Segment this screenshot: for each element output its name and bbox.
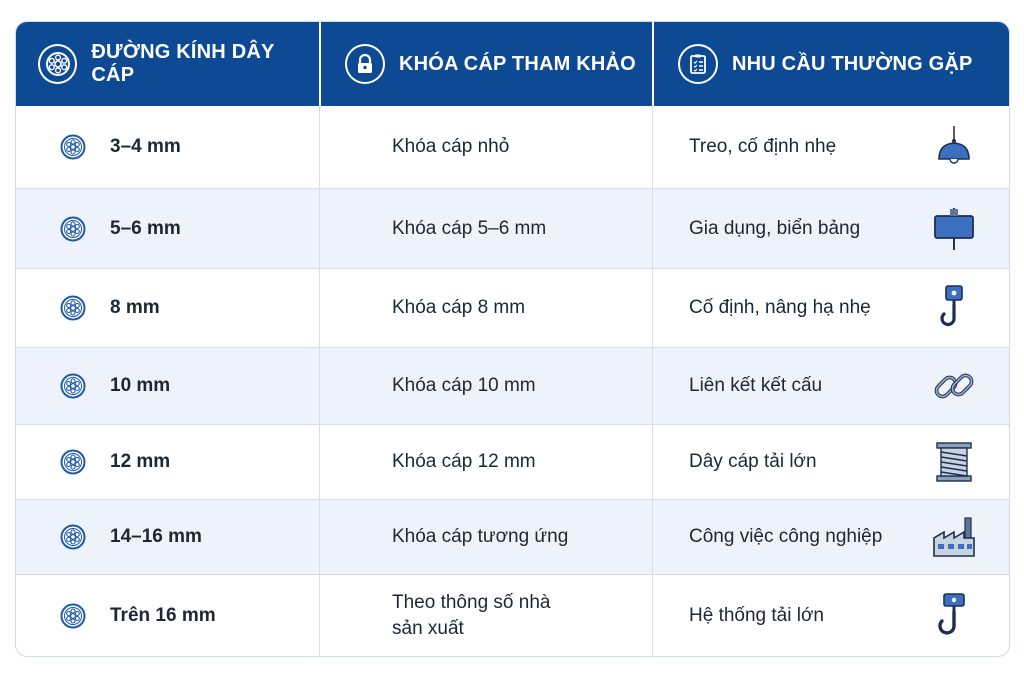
need-value: Hệ thống tải lớn [689,604,824,626]
need-value: Liên kết kết cấu [689,375,823,396]
cable-icon [60,524,86,550]
lock-value: Khóa cáp tương ứng [392,526,569,547]
diameter-value: 14–16 mm [110,526,202,547]
need-value: Dây cáp tải lớn [689,451,817,472]
need-value: Công việc công nghiệp [689,526,883,547]
diameter-value: 8 mm [110,297,160,318]
table-row [16,424,1009,499]
diameter-value: 10 mm [110,375,171,396]
crane-hook-icon [931,593,977,639]
need-value: Gia dụng, biển bảng [689,217,861,239]
header-diameter [16,22,319,106]
diameter-cell [16,425,319,499]
signboard-icon [931,206,977,252]
lock-icon [345,44,385,84]
need-cell [652,500,1009,574]
cable-icon [60,295,86,321]
lock-value: Khóa cáp 10 mm [392,375,536,396]
lock-cell [319,269,652,347]
header-lock-label: KHÓA CÁP THAM KHẢO [399,52,636,75]
diameter-cell [16,106,319,188]
need-cell [652,189,1009,268]
need-value: Cố định, nâng hạ nhẹ [689,297,871,318]
cable-icon [60,449,86,475]
table-row [16,268,1009,347]
lock-cell [319,425,652,499]
clipboard-icon [678,44,718,84]
need-cell [652,348,1009,424]
diameter-value: Trên 16 mm [110,604,216,626]
table-row [16,347,1009,424]
need-cell [652,575,1009,656]
lock-value-line2: sản xuất [392,617,464,639]
lock-value: Khóa cáp 12 mm [392,451,536,472]
lock-cell [319,189,652,268]
cable-spool-icon [931,439,977,485]
table-header [16,22,1009,106]
header-diameter-label: ĐƯỜNG KÍNH DÂY CÁP [91,41,275,86]
factory-icon [931,514,977,560]
chain-link-icon [931,363,977,409]
table-row [16,106,1009,188]
table-row [16,574,1009,656]
hook-icon [931,285,977,331]
table-row [16,499,1009,574]
diameter-value: 3–4 mm [110,136,181,157]
lock-cell [319,106,652,188]
cable-icon [60,373,86,399]
lock-cell [319,575,652,656]
cable-icon [60,134,86,160]
need-cell [652,425,1009,499]
diameter-cell [16,348,319,424]
header-lock [319,22,652,106]
cable-icon [38,44,77,84]
need-cell [652,106,1009,188]
diameter-cell [16,500,319,574]
lock-value: Khóa cáp nhỏ [392,136,510,157]
diameter-cell [16,189,319,268]
lock-value-line1: Theo thông số nhà [392,591,551,613]
diameter-value: 5–6 mm [110,217,181,239]
cable-icon [60,603,86,629]
cable-icon [60,216,86,242]
diameter-value: 12 mm [110,451,171,472]
need-value: Treo, cố định nhẹ [689,136,837,157]
lock-cell [319,500,652,574]
cable-clamp-table [15,21,1010,657]
table-body [16,106,1009,656]
hanging-lamp-icon [931,124,977,170]
need-cell [652,269,1009,347]
lock-cell [319,348,652,424]
lock-value: Khóa cáp 5–6 mm [392,217,547,239]
diameter-cell [16,575,319,656]
header-need-label: NHU CẦU THƯỜNG GẶP [732,52,973,75]
lock-value: Khóa cáp 8 mm [392,297,526,318]
header-need [652,22,1009,106]
table-row [16,188,1009,268]
diameter-cell [16,269,319,347]
